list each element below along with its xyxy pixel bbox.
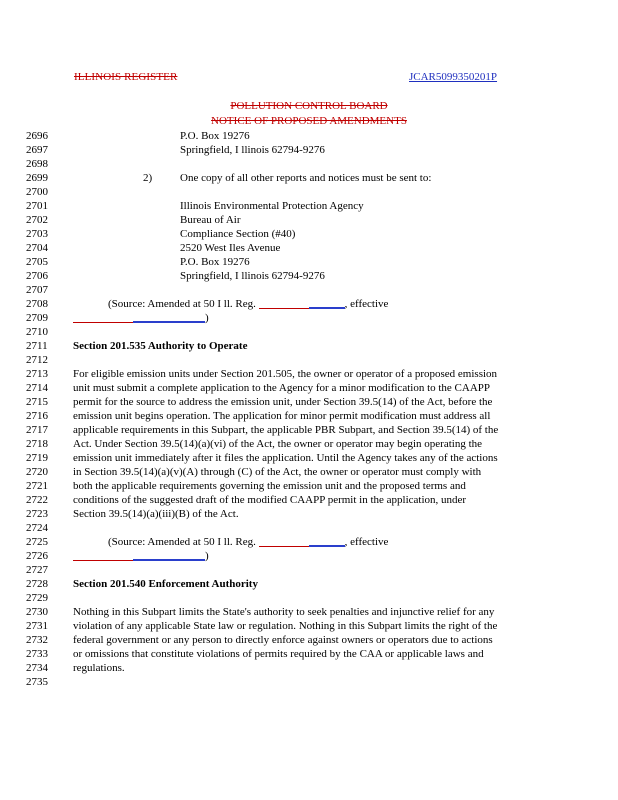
body-line: One copy of all other reports and notices must be sent to: xyxy=(180,172,432,184)
line-number: 2696 xyxy=(26,130,48,142)
address-line: Bureau of Air xyxy=(180,214,241,226)
line-number: 2702 xyxy=(26,214,48,226)
line-number: 2726 xyxy=(26,550,48,562)
line-row xyxy=(0,227,618,241)
line-number: 2729 xyxy=(26,592,48,604)
line-number: 2708 xyxy=(26,298,48,310)
line-number: 2718 xyxy=(26,438,48,450)
blank-red xyxy=(259,307,309,309)
body-line: applicable requirements in this Subpart, the applicable PBR Subpart, and Section 39.5(14) of the xyxy=(73,424,499,436)
line-row xyxy=(0,493,618,507)
address-line: Illinois Environmental Protection Agency xyxy=(180,200,364,212)
line-number: 2717 xyxy=(26,424,48,436)
address-line: 2520 West Iles Avenue xyxy=(180,242,281,254)
line-number: 2709 xyxy=(26,312,48,324)
line-row xyxy=(0,171,618,185)
line-row xyxy=(0,563,618,577)
blank-blue xyxy=(133,319,205,323)
body-line: Section 39.5(14)(a)(iii)(B) of the Act. xyxy=(73,508,239,520)
address-line: Springfield, I llinois 62794-9276 xyxy=(180,144,325,156)
line-row xyxy=(0,297,618,311)
blank-blue xyxy=(309,543,345,547)
line-number: 2733 xyxy=(26,648,48,660)
line-row xyxy=(0,185,618,199)
line-number: 2711 xyxy=(26,340,48,352)
body-line: both the applicable requirements governing the emission unit and the proposed terms and xyxy=(73,480,466,492)
line-row xyxy=(0,675,618,689)
source-note-effective: , effective xyxy=(344,298,389,310)
body-line: emission unit immediately after it files the application. Until the Agency takes any of the actions xyxy=(73,452,498,464)
source-note-continued xyxy=(73,311,209,325)
line-number: 2707 xyxy=(26,284,48,296)
line-row xyxy=(0,437,618,451)
line-row xyxy=(0,381,618,395)
line-number: 2710 xyxy=(26,326,48,338)
line-number: 2735 xyxy=(26,676,48,688)
line-number: 2703 xyxy=(26,228,48,240)
line-number: 2722 xyxy=(26,494,48,506)
line-number: 2701 xyxy=(26,200,48,212)
source-note xyxy=(108,297,388,311)
blank-blue xyxy=(133,557,205,561)
source-note-continued xyxy=(73,549,209,563)
line-row xyxy=(0,129,618,143)
line-row xyxy=(0,353,618,367)
body-line: For eligible emission units under Section 201.505, the owner or operator of a proposed emission xyxy=(73,368,498,380)
line-number: 2697 xyxy=(26,144,48,156)
body-line: violation of any applicable State law or regulation. Nothing in this Subpart limits the right of the xyxy=(73,620,498,632)
line-number: 2723 xyxy=(26,508,48,520)
body-line: Nothing in this Subpart limits the State's authority to seek penalties and injunctive relief for any xyxy=(73,606,495,618)
address-line: Springfield, I llinois 62794-9276 xyxy=(180,270,325,282)
body-line: emission unit begins operation. The application for minor permit modification must address all xyxy=(73,410,491,422)
source-note xyxy=(108,535,388,549)
line-number: 2734 xyxy=(26,662,48,674)
line-row xyxy=(0,283,618,297)
line-row xyxy=(0,549,618,563)
line-number: 2699 xyxy=(26,172,48,184)
blank-red xyxy=(259,545,309,547)
line-number: 2732 xyxy=(26,634,48,646)
line-number: 2714 xyxy=(26,382,48,394)
line-number: 2713 xyxy=(26,368,48,380)
line-row xyxy=(0,269,618,283)
line-row xyxy=(0,661,618,675)
line-number: 2704 xyxy=(26,242,48,254)
body-line: regulations. xyxy=(73,662,125,674)
address-line: P.O. Box 19276 xyxy=(180,130,250,142)
line-row xyxy=(0,479,618,493)
line-number: 2705 xyxy=(26,256,48,268)
source-note-effective: , effective xyxy=(344,536,389,548)
close-paren: ) xyxy=(205,312,209,324)
line-row xyxy=(0,157,618,171)
line-row xyxy=(0,395,618,409)
notice-title: NOTICE OF PROPOSED AMENDMENTS xyxy=(211,115,407,127)
line-row xyxy=(0,633,618,647)
line-row xyxy=(0,199,618,213)
line-row xyxy=(0,619,618,633)
blank-red xyxy=(73,321,133,323)
line-number: 2730 xyxy=(26,606,48,618)
line-row xyxy=(0,507,618,521)
line-row xyxy=(0,535,618,549)
line-row xyxy=(0,409,618,423)
body-line: in Section 39.5(14)(a)(v)(A) through (C) of the Act, the owner or operator must comply with xyxy=(73,466,482,478)
line-row xyxy=(0,647,618,661)
register-header: ILLINOIS REGISTER xyxy=(74,71,178,83)
body-line: conditions of the suggested draft of the modified CAAPP permit in the application, under xyxy=(73,494,467,506)
line-number: 2720 xyxy=(26,466,48,478)
line-number: 2698 xyxy=(26,158,48,170)
line-row xyxy=(0,311,618,325)
line-row xyxy=(0,521,618,535)
line-row xyxy=(0,423,618,437)
line-number: 2706 xyxy=(26,270,48,282)
source-note-text: (Source: Amended at 50 I ll. Reg. xyxy=(108,536,259,548)
blank-red xyxy=(73,559,133,561)
line-number: 2727 xyxy=(26,564,48,576)
line-number: 2700 xyxy=(26,186,48,198)
line-row xyxy=(0,451,618,465)
line-number: 2719 xyxy=(26,452,48,464)
item-marker: 2) xyxy=(143,172,153,184)
line-row xyxy=(0,465,618,479)
board-title: POLLUTION CONTROL BOARD xyxy=(230,100,388,112)
line-number: 2715 xyxy=(26,396,48,408)
line-number: 2725 xyxy=(26,536,48,548)
line-row xyxy=(0,367,618,381)
body-line: federal government or any person to directly enforce against owners or operators due to actions xyxy=(73,634,493,646)
line-number: 2731 xyxy=(26,620,48,632)
line-row xyxy=(0,591,618,605)
source-note-text: (Source: Amended at 50 I ll. Reg. xyxy=(108,298,259,310)
line-row xyxy=(0,605,618,619)
blank-blue xyxy=(309,305,345,309)
address-line: P.O. Box 19276 xyxy=(180,256,250,268)
body-line: permit for the source to address the emission unit, under Section 39.5(14) of the Act, before the xyxy=(73,396,493,408)
line-row xyxy=(0,241,618,255)
line-number: 2721 xyxy=(26,480,48,492)
jcar-code: JCAR5099350201P xyxy=(409,71,498,83)
line-number: 2716 xyxy=(26,410,48,422)
address-line: Compliance Section (#40) xyxy=(180,228,296,240)
line-row xyxy=(0,339,618,353)
line-row xyxy=(0,213,618,227)
line-row xyxy=(0,577,618,591)
line-row xyxy=(0,325,618,339)
line-number: 2724 xyxy=(26,522,48,534)
section-heading: Section 201.540 Enforcement Authority xyxy=(73,578,258,590)
body-line: or omissions that constitute violations of permits required by the CAA or applicable laws and xyxy=(73,648,484,660)
body-line: Act. Under Section 39.5(14)(a)(vi) of the Act, the owner or operator may begin operating the xyxy=(73,438,483,450)
line-number: 2712 xyxy=(26,354,48,366)
close-paren: ) xyxy=(205,550,209,562)
section-heading: Section 201.535 Authority to Operate xyxy=(73,340,248,352)
line-row xyxy=(0,255,618,269)
line-number: 2728 xyxy=(26,578,48,590)
body-line: unit must submit a complete application to the Agency for a minor modification to the CAAPP xyxy=(73,382,491,394)
line-row xyxy=(0,143,618,157)
